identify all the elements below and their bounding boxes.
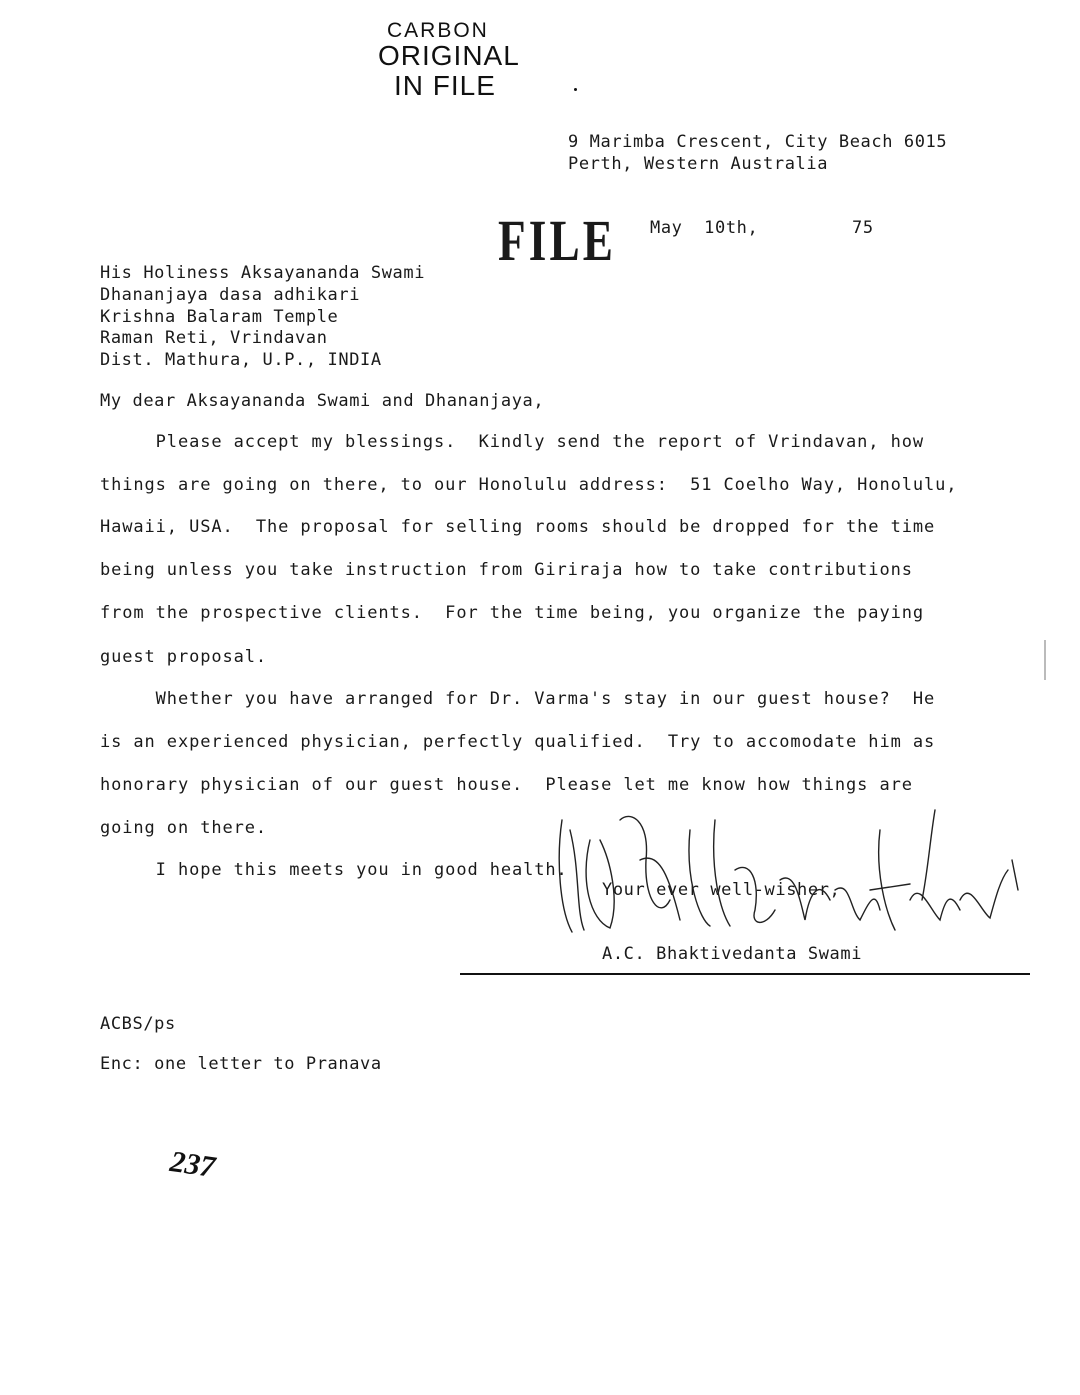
body-p2-line4: going on there. [100, 818, 268, 838]
closing: Your ever well-wisher, [602, 880, 841, 900]
recipient-line4: Raman Reti, Vrindavan [100, 328, 328, 348]
recipient-line2: Dhananjaya dasa adhikari [100, 285, 361, 305]
body-p1-line3: Hawaii, USA. The proposal for selling rooms should be dropped for the time [100, 517, 936, 537]
carbon-stamp-line3: IN FILE [394, 70, 496, 101]
body-p2-line3: honorary physician of our guest house. Please let me know how things are [100, 775, 913, 795]
letter-year: 75 [852, 218, 874, 238]
scan-speck [574, 88, 577, 91]
handwritten-number: 237 [167, 1145, 218, 1184]
enclosure-note: Enc: one letter to Pranava [100, 1054, 382, 1074]
body-p3-line1: I hope this meets you in good health. [100, 860, 568, 880]
sender-address-line1: 9 Marimba Crescent, City Beach 6015 [568, 132, 948, 152]
signature-drawing [550, 800, 1020, 940]
signer-name: A.C. Bhaktivedanta Swami [602, 944, 863, 964]
body-p2-line2: is an experienced physician, perfectly qualified. Try to accomodate him as [100, 732, 936, 752]
sender-address-line2: Perth, Western Australia [568, 154, 829, 174]
carbon-stamp-line2: ORIGINAL [378, 40, 520, 71]
salutation: My dear Aksayananda Swami and Dhananjaya, [100, 391, 545, 411]
body-p1-line6: guest proposal. [100, 647, 268, 667]
body-p1-line1: Please accept my blessings. Kindly send the report of Vrindavan, how [100, 432, 924, 452]
typist-initials: ACBS/ps [100, 1014, 176, 1034]
recipient-line1: His Holiness Aksayananda Swami [100, 263, 426, 283]
body-p2-line1: Whether you have arranged for Dr. Varma's stay in our guest house? He [100, 689, 936, 709]
file-stamp: FILE [498, 208, 617, 273]
scan-mark [1044, 640, 1046, 680]
body-p1-line4: being unless you take instruction from Giriraja how to take contributions [100, 560, 913, 580]
carbon-stamp-line1: CARBON [387, 19, 489, 42]
body-p1-line2: things are going on there, to our Honolulu address: 51 Coelho Way, Honolulu, [100, 475, 958, 495]
letter-date: May 10th, [650, 218, 759, 238]
signature-rule [460, 973, 1030, 975]
body-p1-line5: from the prospective clients. For the time being, you organize the paying [100, 603, 924, 623]
recipient-line5: Dist. Mathura, U.P., INDIA [100, 350, 382, 370]
recipient-line3: Krishna Balaram Temple [100, 307, 339, 327]
